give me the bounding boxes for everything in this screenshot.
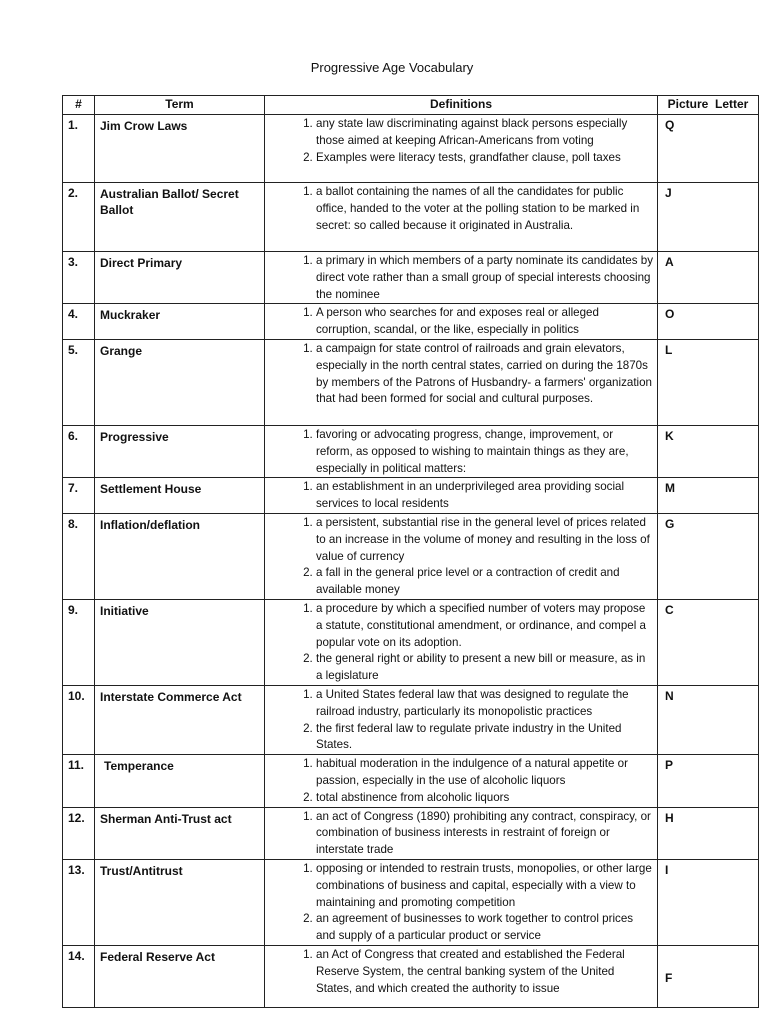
definition-item: 1. any state law discriminating against black persons especially those aimed at keeping African-Americans from voting xyxy=(316,116,653,150)
picture-letter: Q xyxy=(658,115,759,183)
definitions-list xyxy=(265,305,653,339)
table-row xyxy=(63,807,759,859)
table-row xyxy=(63,599,759,685)
definitions-cell xyxy=(265,304,658,340)
term-cell: Progressive xyxy=(95,425,265,477)
definition-item: 1. A person who searches for and exposes real or alleged corruption, scandal, or the like, especially in politics xyxy=(316,305,653,339)
header-term: Term xyxy=(95,96,265,115)
picture-letter: K xyxy=(658,425,759,477)
picture-letter: H xyxy=(658,807,759,859)
definitions-cell xyxy=(265,945,658,1007)
definitions-cell xyxy=(265,252,658,304)
page-title: Progressive Age Vocabulary xyxy=(310,60,474,75)
table-row xyxy=(63,478,759,514)
definitions-list xyxy=(265,253,653,303)
definitions-list xyxy=(265,809,653,859)
table-row xyxy=(63,252,759,304)
definition-item: 1. an establishment in an underprivileged area providing social services to local residents xyxy=(316,479,653,513)
picture-letter: P xyxy=(658,755,759,807)
definition-item: 1. opposing or intended to restrain trusts, monopolies, or other large combinations of business and capital, especially with a view to maintaining and promoting competition xyxy=(316,861,653,911)
row-number: 4. xyxy=(63,304,95,340)
row-number: 14. xyxy=(63,945,95,1007)
definition-item: 1. a procedure by which a specified number of voters may propose a statute, constitutional amendment, or ordinance, and compel a popular vote on its adoption. xyxy=(316,601,653,651)
definition-item: 1. habitual moderation in the indulgence of a natural appetite or passion, especially in the use of alcoholic liquors xyxy=(316,756,653,790)
table-row xyxy=(63,183,759,252)
definitions-list xyxy=(265,861,653,945)
row-number: 6. xyxy=(63,425,95,477)
row-number: 2. xyxy=(63,183,95,252)
table-row xyxy=(63,339,759,425)
row-number: 10. xyxy=(63,685,95,754)
definition-item: 1. an Act of Congress that created and established the Federal Reserve System, the central banking system of the United States, and which created the authority to issue xyxy=(316,947,653,997)
table-row xyxy=(63,945,759,1007)
definitions-cell xyxy=(265,859,658,945)
picture-letter: N xyxy=(658,685,759,754)
vocabulary-table xyxy=(62,95,759,1008)
definition-item: 1. a primary in which members of a party nominate its candidates by direct vote rather than a small group of special interests choosing the nominee xyxy=(316,253,653,303)
definitions-list xyxy=(265,515,653,599)
row-number: 7. xyxy=(63,478,95,514)
term-cell: Interstate Commerce Act xyxy=(95,685,265,754)
definitions-cell xyxy=(265,807,658,859)
definition-item: 1. a United States federal law that was designed to regulate the railroad industry, particularly its monopolistic practices xyxy=(316,687,653,721)
definitions-list xyxy=(265,601,653,685)
row-number: 1. xyxy=(63,115,95,183)
definition-item: 2. an agreement of businesses to work together to control prices and supply of a particular product or service xyxy=(316,911,653,945)
picture-letter: M xyxy=(658,478,759,514)
definitions-cell xyxy=(265,685,658,754)
row-number: 11. xyxy=(63,755,95,807)
picture-letter: C xyxy=(658,599,759,685)
row-number: 3. xyxy=(63,252,95,304)
definitions-list xyxy=(265,756,653,806)
term-cell: Sherman Anti-Trust act xyxy=(95,807,265,859)
header-num: # xyxy=(63,96,95,115)
picture-letter: G xyxy=(658,513,759,599)
term-cell: Jim Crow Laws xyxy=(95,115,265,183)
row-number: 12. xyxy=(63,807,95,859)
definition-item: 2. Examples were literacy tests, grandfather clause, poll taxes xyxy=(316,150,653,167)
picture-letter: O xyxy=(658,304,759,340)
definitions-list xyxy=(265,427,653,477)
definitions-list xyxy=(265,687,653,754)
table-row xyxy=(63,304,759,340)
definitions-list xyxy=(265,341,653,408)
table-row xyxy=(63,859,759,945)
picture-letter: I xyxy=(658,859,759,945)
header-definitions: Definitions xyxy=(265,96,658,115)
definition-item: 1. favoring or advocating progress, change, improvement, or reform, as opposed to wishing to maintain things as they are, especially in political matters: xyxy=(316,427,653,477)
term-cell: Temperance xyxy=(95,755,265,807)
definitions-cell xyxy=(265,513,658,599)
header-picture-letter: Picture Letter xyxy=(658,96,759,115)
table-row xyxy=(63,755,759,807)
definitions-list xyxy=(265,947,653,997)
picture-letter: J xyxy=(658,183,759,252)
definitions-cell xyxy=(265,339,658,425)
definition-item: 1. an act of Congress (1890) prohibiting any contract, conspiracy, or combination of business interests in restraint of foreign or interstate trade xyxy=(316,809,653,859)
row-number: 8. xyxy=(63,513,95,599)
table-header-row xyxy=(63,96,759,115)
table-row xyxy=(63,685,759,754)
definition-item: 2. total abstinence from alcoholic liquors xyxy=(316,790,653,807)
definitions-list xyxy=(265,479,653,513)
table-row xyxy=(63,513,759,599)
row-number: 5. xyxy=(63,339,95,425)
term-cell: Initiative xyxy=(95,599,265,685)
row-number: 9. xyxy=(63,599,95,685)
definition-item: 2. the general right or ability to present a new bill or measure, as in a legislature xyxy=(316,651,653,685)
picture-letter: L xyxy=(658,339,759,425)
definition-item: 1. a persistent, substantial rise in the general level of prices related to an increase in the volume of money and resulting in the loss of value of currency xyxy=(316,515,653,565)
term-cell: Inflation/deflation xyxy=(95,513,265,599)
definitions-cell xyxy=(265,478,658,514)
definitions-list xyxy=(265,184,653,234)
definitions-cell xyxy=(265,425,658,477)
term-cell: Trust/Antitrust xyxy=(95,859,265,945)
definition-item: 1. a campaign for state control of railroads and grain elevators, especially in the north central states, carried on during the 1870s by members of the Patrons of Husbandry- a farmers' organization that had been formed for social and cultural purposes. xyxy=(316,341,653,408)
table-row xyxy=(63,425,759,477)
table-row xyxy=(63,115,759,183)
term-cell: Settlement House xyxy=(95,478,265,514)
definitions-cell xyxy=(265,183,658,252)
definition-item: 1. a ballot containing the names of all the candidates for public office, handed to the voter at the polling station to be marked in secret: so called because it originated in Australia. xyxy=(316,184,653,234)
definitions-cell xyxy=(265,755,658,807)
definitions-cell xyxy=(265,115,658,183)
term-cell: Grange xyxy=(95,339,265,425)
term-cell: Australian Ballot/ Secret Ballot xyxy=(95,183,265,252)
picture-letter: A xyxy=(658,252,759,304)
definitions-cell xyxy=(265,599,658,685)
row-number: 13. xyxy=(63,859,95,945)
term-cell: Federal Reserve Act xyxy=(95,945,265,1007)
picture-letter: F xyxy=(658,945,759,1007)
term-cell: Muckraker xyxy=(95,304,265,340)
definitions-list xyxy=(265,116,653,166)
definition-item: 2. a fall in the general price level or a contraction of credit and available money xyxy=(316,565,653,599)
definition-item: 2. the first federal law to regulate private industry in the United States. xyxy=(316,721,653,755)
term-cell: Direct Primary xyxy=(95,252,265,304)
